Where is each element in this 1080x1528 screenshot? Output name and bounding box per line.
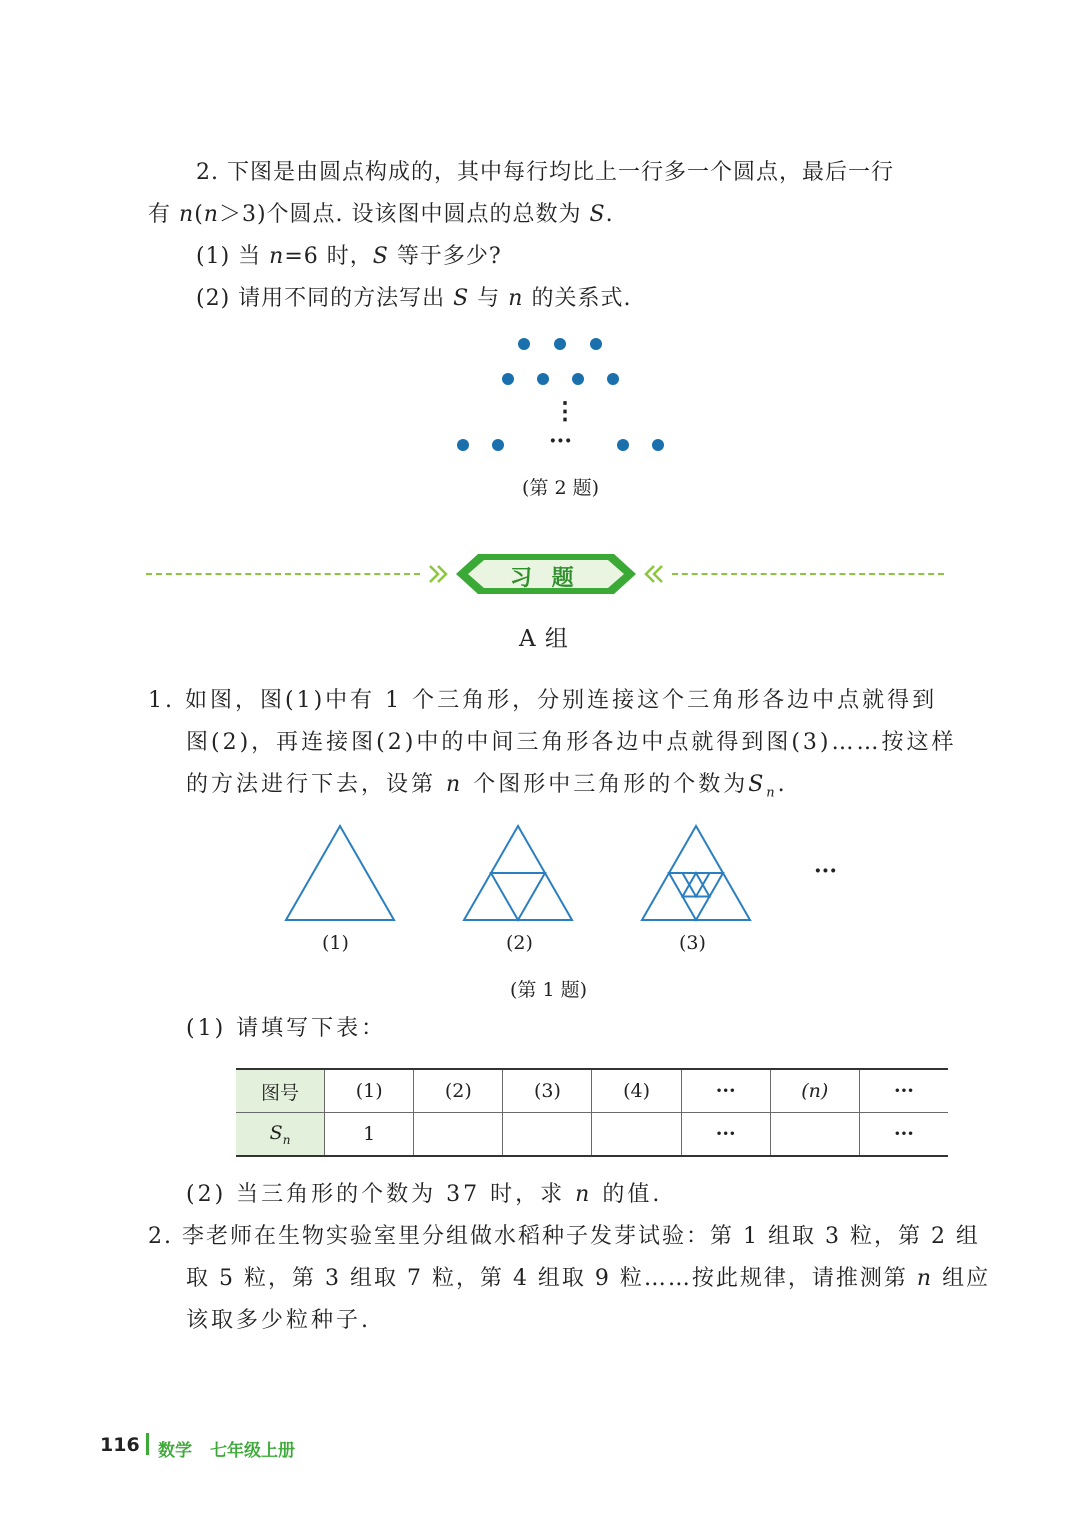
table-header-cell: 图号 [236, 1069, 325, 1113]
table-header-cell: (2) [414, 1069, 503, 1113]
exercise-banner-label: 习 题 [510, 566, 580, 591]
q2-sub2-b: 与 [477, 286, 501, 311]
triangle-fig-2 [464, 826, 572, 920]
p1-line2: 图(2)，再连接图(2)中的中间三角形各边中点就得到图(3)……按这样 [186, 730, 957, 755]
fig-label-3: (3) [679, 932, 706, 954]
row-dots: ··· [549, 428, 572, 454]
p1-line3-a: 的方法进行下去，设第 [186, 772, 437, 797]
q2-sub2-n: n [508, 286, 524, 311]
triangle-fig-3 [642, 826, 750, 920]
dot [537, 373, 549, 385]
footer-subject: 数学 [158, 1441, 192, 1461]
table-header-cell: ··· [859, 1069, 948, 1113]
q2-caption: (第 2 题) [522, 477, 599, 499]
p1-sub1: (1) 请填写下表： [186, 1016, 387, 1041]
p1-line3 [186, 770, 788, 808]
chevron-right-icon [430, 566, 438, 582]
p1-caption: (第 1 题) [510, 979, 587, 1001]
triangle-fig-1 [286, 826, 394, 920]
p2-line2-a: 取 5 粒，第 3 组取 7 粒，第 4 组取 9 粒……按此规律，请推测第 [186, 1266, 908, 1291]
p1-line3-n: n [446, 772, 464, 797]
q2-sub2-c: 的关系式. [531, 286, 632, 311]
p1-line3-S: S [748, 772, 767, 797]
p1-line3-sub: n [766, 785, 778, 801]
footer-book: 七年级上册 [210, 1441, 295, 1461]
triangle-figures [280, 820, 760, 926]
q2-line2-S: S [589, 202, 606, 227]
p1-line1: 1. 如图，图(1)中有 1 个三角形，分别连接这个三角形各边中点就得到 [148, 688, 938, 713]
table-cell: ··· [859, 1113, 948, 1157]
q2-line1-text: 2. 下图是由圆点构成的，其中每行均比上一行多一个圆点，最后一行 [196, 160, 894, 185]
table-header-cell: (4) [592, 1069, 681, 1113]
table-header-cell: (n) [770, 1069, 859, 1113]
table-header-cell: (3) [503, 1069, 592, 1113]
q2-sub2 [196, 284, 631, 314]
p2-line2-b: 组应 [942, 1266, 991, 1291]
q2-sub2-S: S [453, 286, 470, 311]
p1-sub2-n: n [575, 1182, 593, 1207]
fig-label-2: (2) [506, 932, 533, 954]
dot [502, 373, 514, 385]
dot [492, 439, 504, 451]
footer-divider [146, 1433, 149, 1455]
q2-line2 [148, 200, 614, 230]
table-cell: ··· [681, 1113, 770, 1157]
q2-sub1-a: (1) 当 [196, 244, 262, 269]
dot [572, 373, 584, 385]
q2-line2-n2: n [203, 202, 219, 227]
dot [652, 439, 664, 451]
dot [617, 439, 629, 451]
table-row-label [236, 1113, 325, 1157]
q2-line2-a: 有 [148, 202, 172, 227]
chevron-left-icon [654, 566, 662, 582]
dot [607, 373, 619, 385]
q2-sub1-c: 等于多少? [396, 244, 502, 269]
table-cell[interactable] [414, 1113, 503, 1157]
q2-sub1 [196, 242, 502, 272]
p1-line3-c: . [777, 772, 788, 797]
table-row [236, 1113, 948, 1157]
sn-table [236, 1068, 948, 1157]
table-cell[interactable] [770, 1113, 859, 1157]
row-label-S: S [269, 1121, 283, 1144]
row-label-sub: n [282, 1132, 291, 1147]
table-cell[interactable] [503, 1113, 592, 1157]
vertical-dots: ⋮ [553, 396, 577, 425]
q2-sub1-S: S [372, 244, 389, 269]
table-header-cell: (1) [325, 1069, 414, 1113]
p2-line2 [186, 1264, 990, 1294]
figure-more-dots: ··· [814, 858, 837, 884]
divider-right [672, 573, 944, 575]
dot [518, 338, 530, 350]
dot [590, 338, 602, 350]
p1-sub2-a: (2) 当三角形的个数为 37 时，求 [186, 1182, 566, 1207]
q2-sub1-n: n [269, 244, 285, 269]
table-cell[interactable]: 1 [325, 1113, 414, 1157]
q2-line2-c: ＞3)个圆点. 设该图中圆点的总数为 [218, 202, 582, 227]
p1-sub2-b: 的值. [602, 1182, 663, 1207]
fig-label-1: (1) [322, 932, 349, 954]
p1-line3-b: 个图形中三角形的个数为 [473, 772, 749, 797]
table-cell[interactable] [592, 1113, 681, 1157]
q2-line2-n: n [179, 202, 195, 227]
q2-sub1-b: =6 时， [284, 244, 373, 269]
q2-line2-d: . [605, 202, 614, 227]
q2-line2-b: ( [194, 202, 204, 227]
dot [457, 439, 469, 451]
group-title: A 组 [519, 626, 569, 652]
table-header-cell: ··· [681, 1069, 770, 1113]
page-number: 116 [100, 1434, 140, 1456]
divider-left [146, 573, 420, 575]
table-header-row [236, 1069, 948, 1113]
q2-sub2-a: (2) 请用不同的方法写出 [196, 286, 446, 311]
p2-line3: 该取多少粒种子. [186, 1308, 371, 1333]
p1-sub2 [186, 1180, 662, 1210]
dot [554, 338, 566, 350]
p2-line1: 2. 李老师在生物实验室里分组做水稻种子发芽试验：第 1 组取 3 粒，第 2 组 [148, 1224, 980, 1249]
p2-line2-n: n [916, 1266, 934, 1291]
q2-line1 [196, 158, 894, 188]
